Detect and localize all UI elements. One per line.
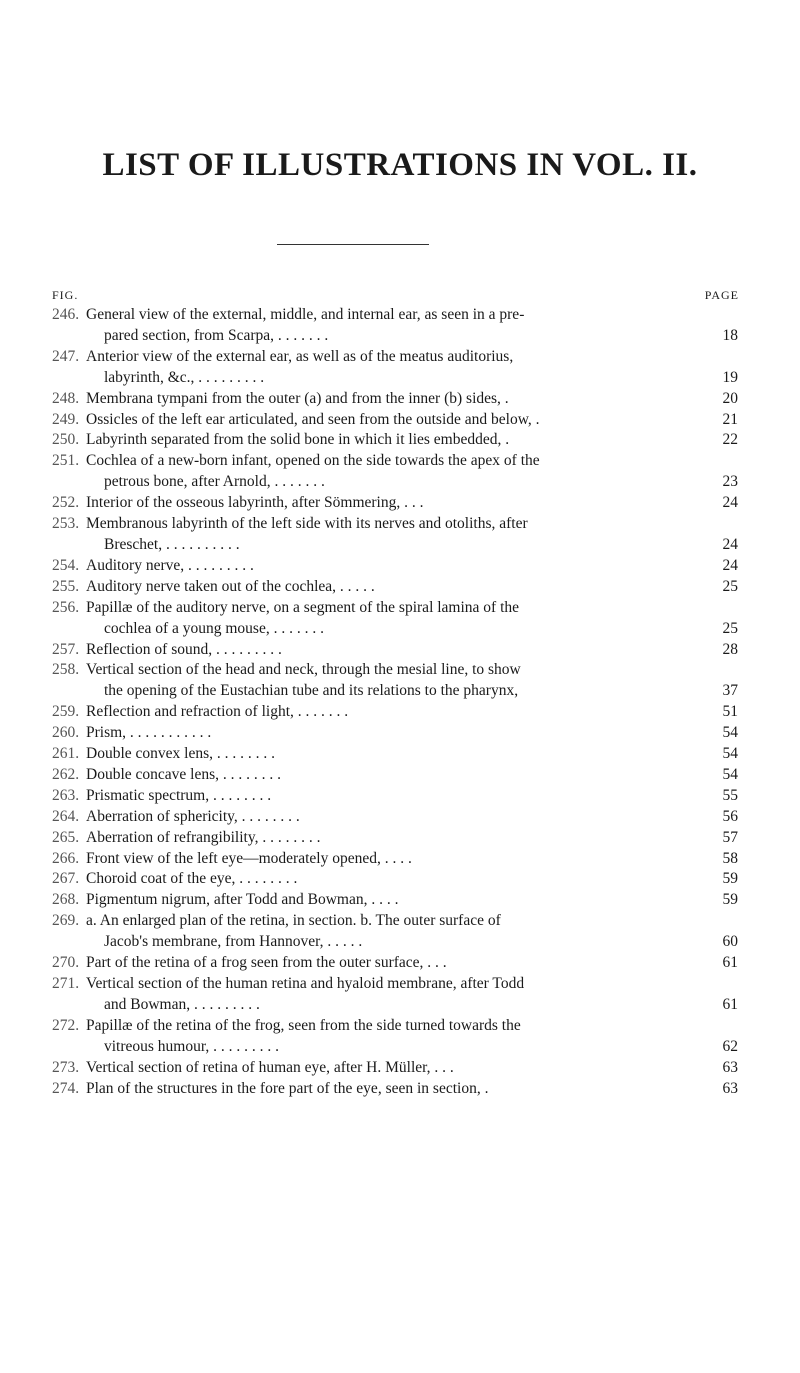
entry-text-line: Auditory nerve, . . . . . . . . . <box>86 556 254 574</box>
page-number: 24 <box>722 535 738 553</box>
entry-text-continuation: labyrinth, &c., . . . . . . . . . <box>104 368 265 386</box>
entry-text-line: Prismatic spectrum, . . . . . . . . <box>86 786 272 804</box>
title-rule <box>277 244 429 245</box>
figure-number: 260. <box>52 724 80 742</box>
page-number: 63 <box>722 1058 738 1076</box>
entry-text-line: General view of the external, middle, and internal ear, as seen in a pre- <box>86 306 525 323</box>
entry-text-line: Labyrinth separated from the solid bone in which it lies embedded, . <box>86 431 510 449</box>
entry-text-line: Papillæ of the retina of the frog, seen from the side turned towards the <box>86 1016 521 1034</box>
entry-text-line: Double convex lens, . . . . . . . . <box>86 745 275 763</box>
page-number: 54 <box>722 724 738 742</box>
entry-text-line: Membrana tympani from the outer (a) and from the inner (b) sides, . <box>86 389 509 407</box>
figure-number: 259. <box>52 703 80 721</box>
list-item <box>50 1058 740 1079</box>
page-number: 54 <box>722 745 738 763</box>
page-number: 51 <box>722 703 738 721</box>
figure-number: 274. <box>52 1079 80 1097</box>
entry-text-line: Papillæ of the auditory nerve, on a segment of the spiral lamina of the <box>86 598 520 616</box>
page-number: 57 <box>722 828 738 846</box>
figure-number: 252. <box>52 494 80 512</box>
entry-text-continuation: vitreous humour, . . . . . . . . . <box>104 1037 280 1055</box>
figure-number: 269. <box>52 912 80 930</box>
figure-number: 263. <box>52 786 80 804</box>
entry-text-continuation: the opening of the Eustachian tube and its relations to the pharynx, <box>104 682 519 700</box>
list-item <box>50 305 740 347</box>
entry-text-line: Prism, . . . . . . . . . . . <box>86 724 212 742</box>
list-item <box>50 451 740 493</box>
figure-number: 262. <box>52 765 80 783</box>
page-number: 59 <box>722 891 738 909</box>
entry-text-line: Vertical section of retina of human eye, after H. Müller, . . . <box>86 1058 454 1076</box>
list-item <box>50 890 740 911</box>
figure-number: 256. <box>52 598 80 616</box>
entry-text-line: Interior of the osseous labyrinth, after Sömmering, . . . <box>86 494 424 512</box>
figure-number: 273. <box>52 1058 80 1076</box>
page-number: 60 <box>722 933 738 951</box>
page-column-header: PAGE <box>704 288 739 302</box>
entry-text-line: Reflection and refraction of light, . . . . . . . <box>86 703 349 721</box>
page-number: 61 <box>722 995 738 1013</box>
entry-text-continuation: pared section, from Scarpa, . . . . . . . <box>104 326 329 344</box>
list-item <box>50 493 740 514</box>
list-item <box>50 702 740 723</box>
page-number: 55 <box>722 786 738 804</box>
list-item <box>50 598 740 640</box>
list-item <box>50 744 740 765</box>
figure-number: 248. <box>52 389 80 407</box>
page-number: 19 <box>722 368 738 386</box>
list-item <box>50 953 740 974</box>
entry-text-line: Anterior view of the external ear, as well as of the meatus auditorius, <box>86 347 514 365</box>
figure-number: 255. <box>52 577 80 595</box>
figure-number: 253. <box>52 515 80 533</box>
list-item <box>50 828 740 849</box>
page-number: 18 <box>722 326 738 344</box>
entry-text-line: Auditory nerve taken out of the cochlea, . . . . . <box>86 577 375 595</box>
entry-text-continuation: cochlea of a young mouse, . . . . . . . <box>104 619 324 637</box>
figure-number: 251. <box>52 452 80 470</box>
page-title: LIST OF ILLUSTRATIONS IN VOL. II. <box>102 147 698 183</box>
list-item <box>50 911 740 953</box>
list-item <box>50 389 740 410</box>
list-item <box>50 514 740 556</box>
page-number: 61 <box>722 954 738 972</box>
figure-number: 246. <box>52 306 80 323</box>
list-item <box>50 430 740 451</box>
list-item <box>50 347 740 389</box>
page-number: 58 <box>722 849 738 867</box>
entry-text-line: a. An enlarged plan of the retina, in section. b. The outer surface of <box>86 912 501 930</box>
entry-text-line: Cochlea of a new-born infant, opened on the side towards the apex of the <box>86 452 540 470</box>
page-number: 28 <box>722 640 738 658</box>
entry-text-continuation: and Bowman, . . . . . . . . . <box>104 995 260 1013</box>
entry-text-line: Membranous labyrinth of the left side with its nerves and otoliths, after <box>86 515 528 533</box>
list-item <box>50 660 740 702</box>
figure-number: 247. <box>52 347 80 365</box>
page-number: 24 <box>722 494 738 512</box>
entry-text-line: Aberration of refrangibility, . . . . . . . . <box>86 828 321 846</box>
figure-number: 265. <box>52 828 80 846</box>
illustrations-list <box>50 305 740 1099</box>
list-item <box>50 1016 740 1058</box>
list-item <box>50 640 740 661</box>
page-number: 23 <box>722 473 738 491</box>
entry-text-line: Pigmentum nigrum, after Todd and Bowman, . . . . <box>86 891 399 909</box>
list-item <box>50 849 740 870</box>
fig-column-header: FIG. <box>52 288 79 302</box>
figure-number: 258. <box>52 661 80 679</box>
entry-text-line: Plan of the structures in the fore part of the eye, seen in section, . <box>86 1079 489 1097</box>
entry-text-line: Part of the retina of a frog seen from the outer surface, . . . <box>86 954 447 972</box>
entry-text-line: Ossicles of the left ear articulated, and seen from the outside and below, . <box>86 410 540 428</box>
page-number: 37 <box>722 682 738 700</box>
figure-number: 267. <box>52 870 80 888</box>
entry-text-line: Choroid coat of the eye, . . . . . . . . <box>86 870 298 888</box>
entry-text-line: Aberration of sphericity, . . . . . . . . <box>86 807 300 825</box>
entry-text-continuation: petrous bone, after Arnold, . . . . . . . <box>104 473 325 491</box>
page-number: 25 <box>722 577 738 595</box>
list-item <box>50 869 740 890</box>
figure-number: 249. <box>52 410 80 428</box>
figure-number: 272. <box>52 1016 80 1034</box>
page-number: 63 <box>722 1079 738 1097</box>
page-number: 25 <box>722 619 738 637</box>
page-number: 21 <box>722 410 738 428</box>
list-item <box>50 807 740 828</box>
list-item <box>50 410 740 431</box>
entry-text-line: Front view of the left eye—moderately opened, . . . . <box>86 849 412 867</box>
page-number: 59 <box>722 870 738 888</box>
figure-number: 250. <box>52 431 80 449</box>
list-item <box>50 577 740 598</box>
figure-number: 266. <box>52 849 80 867</box>
page-number: 20 <box>722 389 738 407</box>
entry-text-line: Vertical section of the head and neck, through the mesial line, to show <box>86 661 521 679</box>
list-item <box>50 723 740 744</box>
entry-text-line: Reflection of sound, . . . . . . . . . <box>86 640 282 658</box>
figure-number: 261. <box>52 745 80 763</box>
list-item <box>50 765 740 786</box>
list-item <box>50 974 740 1016</box>
page-number: 54 <box>722 765 738 783</box>
figure-number: 257. <box>52 640 80 658</box>
figure-number: 254. <box>52 556 80 574</box>
figure-number: 270. <box>52 954 80 972</box>
figure-number: 264. <box>52 807 80 825</box>
entry-text-line: Double concave lens, . . . . . . . . <box>86 765 281 783</box>
list-item <box>50 786 740 807</box>
figure-number: 271. <box>52 975 80 992</box>
entry-text-continuation: Jacob's membrane, from Hannover, . . . . . <box>104 933 363 951</box>
figure-number: 268. <box>52 891 80 909</box>
page-number: 56 <box>722 807 738 825</box>
entry-text-continuation: Breschet, . . . . . . . . . . <box>104 535 240 553</box>
page-number: 24 <box>722 556 738 574</box>
page-number: 62 <box>722 1037 738 1055</box>
list-item <box>50 1079 740 1100</box>
list-item <box>50 556 740 577</box>
page-number: 22 <box>722 431 738 449</box>
entry-text-line: Vertical section of the human retina and hyaloid membrane, after Todd <box>86 975 525 992</box>
